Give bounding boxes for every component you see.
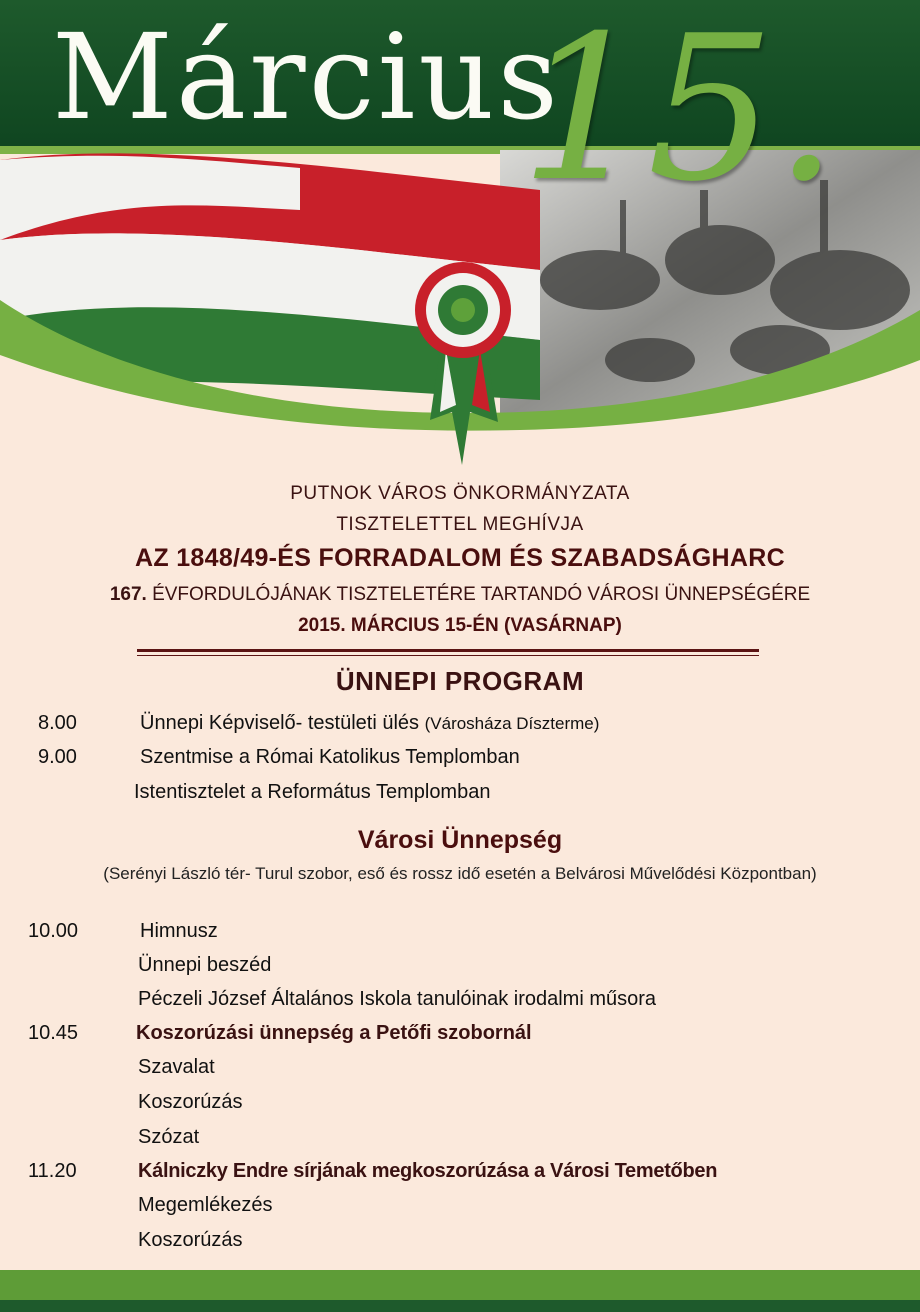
event-date: 2015. MÁRCIUS 15-ÉN (VASÁRNAP) [298, 615, 622, 636]
city-celebration-title: Városi Ünnepség [357, 826, 563, 854]
invitation-line: TISZTELETTEL MEGHÍVJA [336, 514, 584, 535]
schedule-time: 10.45 [28, 1022, 79, 1044]
city-celebration-location: (Serényi László tér- Turul szobor, eső és rossz idő esetén a Belvárosi Művelődési Központban) [103, 864, 817, 883]
program-title: ÜNNEPI PROGRAM [335, 666, 585, 696]
schedule-item: Koszorúzás [138, 1091, 243, 1113]
program-item [140, 712, 599, 735]
schedule-item: Koszorúzás [138, 1229, 243, 1251]
footer-band [0, 1270, 920, 1300]
anniversary-number: 167. [109, 584, 147, 605]
schedule-item: Szózat [138, 1126, 200, 1148]
schedule-item: Himnusz [140, 920, 218, 942]
anniversary-text: ÉVFORDULÓJÁNAK TISZTELETÉRE TARTANDÓ VÁROSI ÜNNEPSÉGÉRE [146, 584, 811, 605]
program-time: 8.00 [38, 712, 77, 734]
program-item: Szentmise a Római Katolikus Templomban [140, 746, 520, 768]
event-headline: AZ 1848/49-ÉS FORRADALOM ÉS SZABADSÁGHARC [135, 544, 785, 572]
program-item-note: (Városháza Díszterme) [424, 714, 600, 733]
schedule-item: Péczeli József Általános Iskola tanulóinak irodalmi műsora [138, 988, 657, 1010]
schedule-item: Koszorúzási ünnepség a Petőfi szobornál [136, 1022, 532, 1044]
schedule-item: Szavalat [138, 1056, 215, 1078]
schedule-item: Megemlékezés [138, 1194, 273, 1216]
schedule-item: Kálniczky Endre sírjának megkoszorúzása a Városi Temetőben [138, 1160, 718, 1182]
divider-thin [137, 655, 759, 656]
schedule-time: 11.20 [28, 1160, 77, 1182]
anniversary-line [0, 584, 920, 606]
schedule-time: 10.00 [28, 920, 79, 942]
program-item-text: Ünnepi Képviselő- testületi ülés [140, 712, 425, 734]
divider-thick [137, 649, 759, 652]
title-word: Március [52, 8, 561, 146]
program-item: Istentisztelet a Református Templomban [134, 781, 491, 803]
organizer-line: PUTNOK VÁROS ÖNKORMÁNYZATA [290, 483, 630, 504]
schedule-item: Ünnepi beszéd [138, 954, 272, 976]
footer-band-dark [0, 1300, 920, 1312]
title-number: 15. [520, 0, 839, 226]
program-time: 9.00 [38, 746, 77, 768]
